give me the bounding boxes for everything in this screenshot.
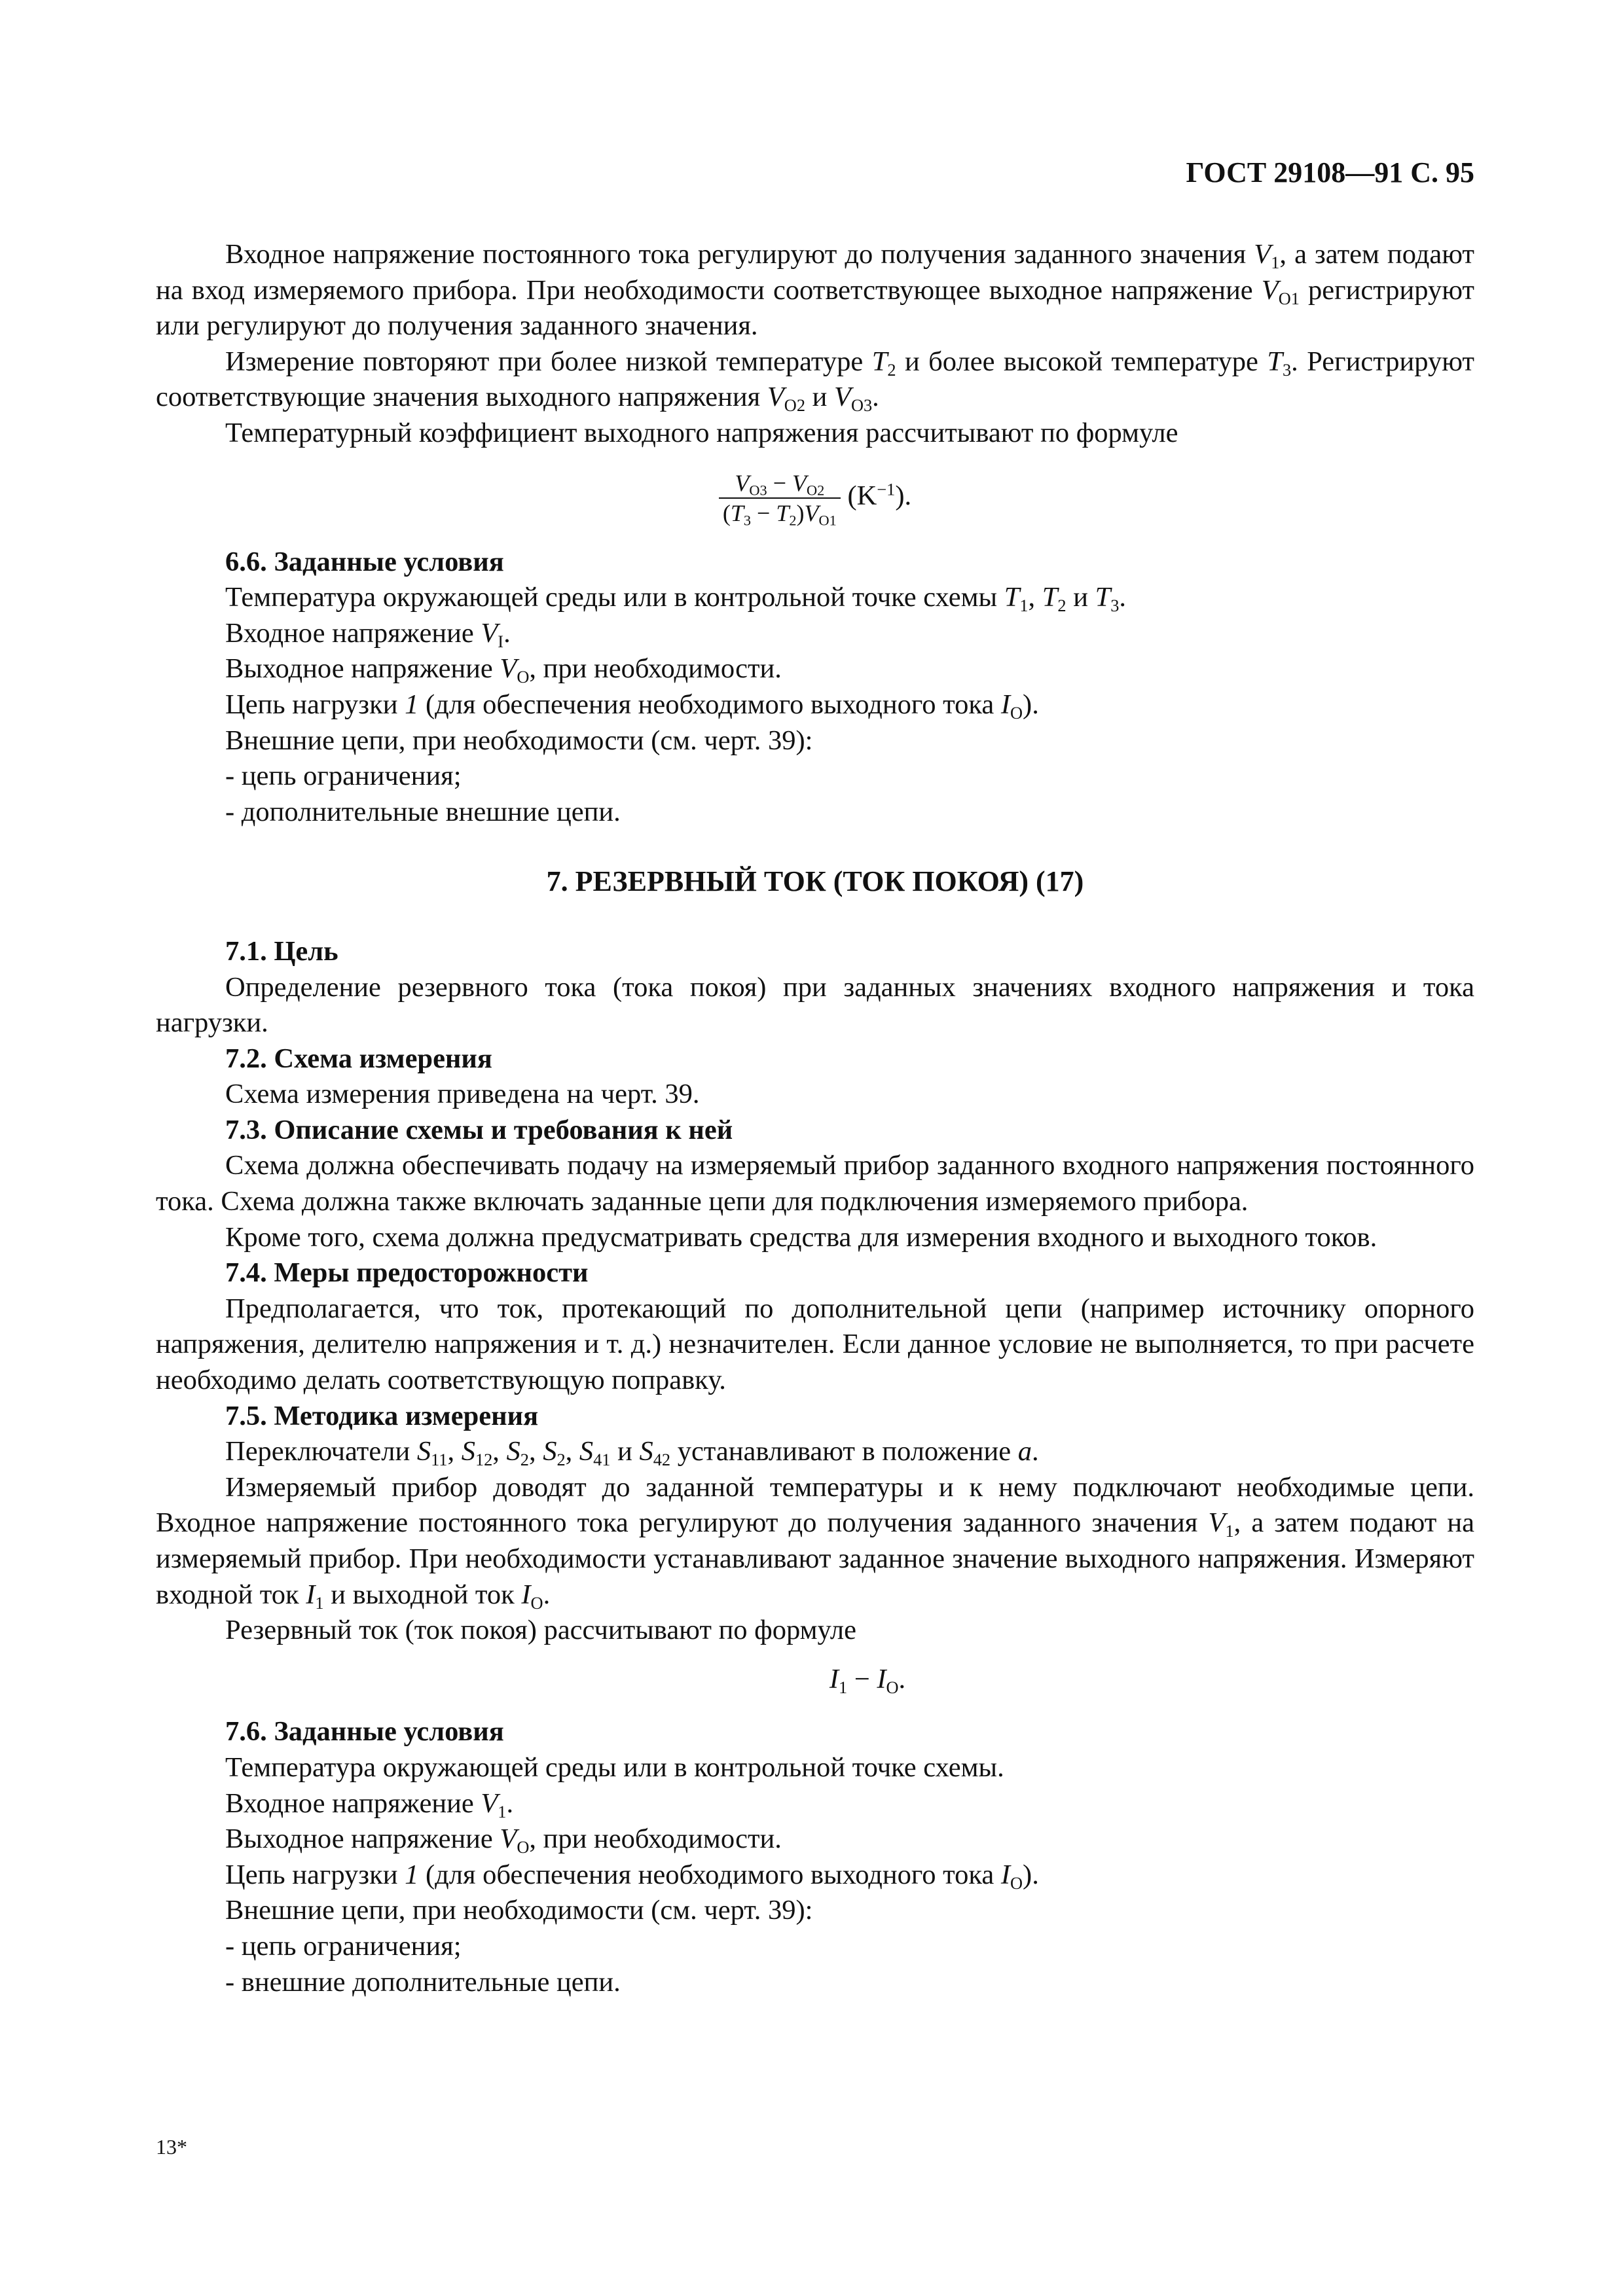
- section-heading-7-1: 7.1. Цель: [225, 935, 338, 967]
- list-item: Внешние цепи, при необходимости (см. черт. 39):: [225, 725, 813, 756]
- paragraph: Схема должна обеспечивать подачу на измеряемый прибор заданного входного напряжения постоянного тока. Схема должна также включать заданные цепи для подключения измеряемого прибора.: [156, 1150, 1474, 1217]
- formula-temperature-coefficient: $\frac{V_{O3} - V_{O2}}{(T_3 - T_2)V_{O1}}$ $(K^{-1})$.: [156, 469, 1474, 528]
- list-item: Входное напряжение $V_I$.: [225, 617, 511, 651]
- section-heading-7-2: 7.2. Схема измерения: [225, 1043, 492, 1074]
- section-heading-7-3: 7.3. Описание схемы и требования к ней: [225, 1114, 733, 1145]
- list-item: - дополнительные внешние цепи.: [225, 796, 621, 827]
- paragraph: Резервный ток (ток покоя) рассчитывают по формуле: [225, 1615, 856, 1646]
- list-item: Входное напряжение $V_1$.: [225, 1787, 514, 1821]
- paragraph: Схема измерения приведена на черт. 39.: [225, 1079, 700, 1110]
- list-item: Цепь нагрузки 1 (для обеспечения необходимого выходного тока $I_O$).: [225, 1859, 1039, 1893]
- list-item: Температура окружающей среды или в контрольной точке схемы $T_1$, $T_2$ и $T_3$.: [225, 582, 1127, 616]
- list-item: Выходное напряжение $V_O$, при необходимости.: [225, 1823, 782, 1857]
- chapter-title: 7. РЕЗЕРВНЫЙ ТОК (ТОК ПОКОЯ) (17): [546, 865, 1084, 898]
- list-item: Цепь нагрузки 1 (для обеспечения необходимого выходного тока $I_O$).: [225, 689, 1039, 723]
- paragraph: Кроме того, схема должна предусматривать средства для измерения входного и выходного токов.: [225, 1221, 1377, 1253]
- paragraph: Измеряемый прибор доводят до заданной температуры и к нему подключают необходимые цепи. Входное напряжение постоянного тока регулируют до получения заданного значения $V_1$, а затем подают на измеряемый прибор. При необходимости устанавливают заданное значение выходного напряжения. Измеряют входной ток $I_1$ и выходной ток $I_O$.: [156, 1471, 1475, 1613]
- section-heading-7-5: 7.5. Методика измерения: [225, 1400, 539, 1431]
- list-item: - цепь ограничения;: [225, 761, 462, 792]
- section-heading-7-6: 7.6. Заданные условия: [225, 1716, 504, 1748]
- section-heading-7-4: 7.4. Меры предосторожности: [225, 1257, 589, 1289]
- list-item: Внешние цепи, при необходимости (см. черт. 39):: [225, 1895, 813, 1926]
- formula-standby-current: $I_1 - I_O$.: [829, 1663, 906, 1697]
- paragraph: Переключатели $S_{11}$, $S_{12}$, $S_2$, $S_2$, $S_{41}$ и $S_{42}$ устанавливают в положение a.: [225, 1436, 1039, 1470]
- document-body: [156, 237, 1474, 2000]
- section-heading-6-6: 6.6. Заданные условия: [225, 546, 504, 577]
- paragraph: Температурный коэффициент выходного напряжения рассчитывают по формуле: [225, 417, 1178, 448]
- paragraph: Предполагается, что ток, протекающий по дополнительной цепи (например источнику опорного напряжения, делителю напряжения и т. д.) незначителен. Если данное условие не выполняется, то при расчете необходимо делать соответствующую поправку.: [156, 1293, 1474, 1396]
- paragraph: Измерение повторяют при более низкой температуре $T_2$ и более высокой температуре $T_3$. Регистрируют соответствующие значения выходного напряжения $V_{O2}$ и $V_{O3}$.: [156, 346, 1474, 416]
- list-item: Выходное напряжение $V_O$, при необходимости.: [225, 653, 782, 687]
- paragraph: Определение резервного тока (тока покоя) при заданных значениях входного напряжения и тока нагрузки.: [156, 971, 1474, 1039]
- list-item: - внешние дополнительные цепи.: [225, 1966, 621, 1998]
- signature-mark: 13*: [156, 2135, 187, 2159]
- running-header: ГОСТ 29108—91 С. 95: [1186, 156, 1474, 188]
- list-item: Температура окружающей среды или в контрольной точке схемы.: [225, 1751, 1004, 1783]
- list-item: - цепь ограничения;: [225, 1930, 462, 1962]
- paragraph: Входное напряжение постоянного тока регулируют до получения заданного значения $V_1$, а затем подают на вход измеряемого прибора. При необходимости соответствующее выходное напряжение $V_{O1}$ регистрируют или регулируют до получения заданного значения.: [156, 239, 1474, 342]
